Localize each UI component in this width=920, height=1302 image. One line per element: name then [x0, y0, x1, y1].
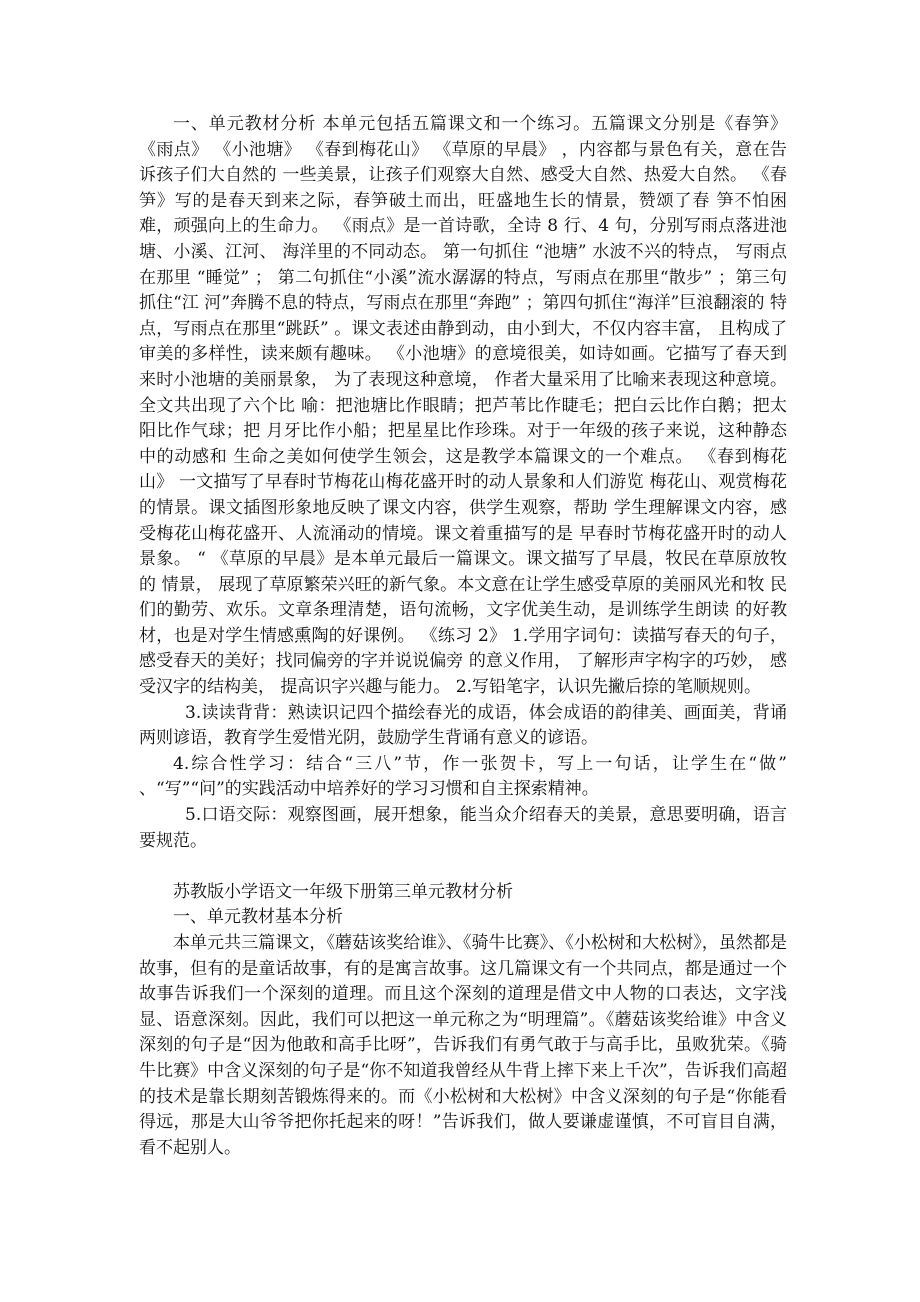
recitation-paragraph: 3.读读背背：熟读识记四个描绘春光的成语，体会成语的韵律美、画面美，背诵 两则谚语，教育学生爱惜光阴，鼓励学生背诵有意义的谚语。	[139, 702, 787, 749]
unit-analysis-paragraph: 一、单元教材分析 本单元包括五篇课文和一个练习。五篇课文分别是《春笋》 《雨点》 《小池塘》 《春到梅花山》 《草原的早晨》 ，内容都与景色有关，意在告诉孩子们大自然的 一些美景，让孩子们观察大自然、感受大自然、热爱大自然。 《春笋》写的是春天到来之际，春笋破土而出，旺盛地生长的情景，赞颂了春 笋不怕困难，顽强向上的生命力。 《雨点》是一首诗歌，全诗 8 行、4 句，分别写雨点落进池塘、小溪、江河、 海洋里的不同动态。 第一句抓住 “池塘” 水波不兴的特点， 写雨点在那里 “睡觉” ； 第二句抓住“小溪”流水潺潺的特点，写雨点在那里“散步” ；第三句抓住“江 河”奔腾不息的特点，写雨点在那里“奔跑” ；第四句抓住“海洋”巨浪翻滚的 特点，写雨点在那里“跳跃” 。课文表述由静到动，由小到大，不仅内容丰富， 且构成了审美的多样性，读来颇有趣味。 《小池塘》的意境很美，如诗如画。它描写了春天到来时小池塘的美丽景象， 为了表现这种意境， 作者大量采用了比喻来表现这种意境。全文共出现了六个比 喻：把池塘比作眼睛；把芦苇比作睫毛；把白云比作白鹅；把太阳比作气球；把 月牙比作小船；把星星比作珍珠。对于一年级的孩子来说，这种静态中的动感和 生命之美如何使学生领会，这是教学本篇课文的一个难点。 《春到梅花山》 一文描写了早春时节梅花山梅花盛开时的动人景象和人们游览 梅花山、观赏梅花的情景。课文插图形象地反映了课文内容，供学生观察，帮助 学生理解课文内容，感受梅花山梅花盛开、人流涌动的情境。课文着重描写的是 早春时节梅花盛开时的动人景象。 “ 《草原的早晨》是本单元最后一篇课文。课文描写了早晨，牧民在草原放牧的 情景， 展现了草原繁荣兴旺的新气象。本文意在让学生感受草原的美丽风光和牧 民们的勤劳、欢乐。文章条理清楚，语句流畅，文字优美生动，是训练学生朗读 的好教材，也是对学生情感熏陶的好课例。 《练习 2》 1.学用字词句：读描写春天的句子，感受春天的美好；找同偏旁的字并说说偏旁 的意义作用， 了解形声字构字的巧妙， 感受汉字的结构美， 提高识字兴趣与能力。 2.写铅笔字，认识先撇后捺的笔顺规则。	[139, 114, 787, 698]
document-page	[139, 112, 787, 1161]
oral-communication-paragraph: 5.口语交际：观察图画，展开想象，能当众介绍春天的美景，意思要明确，语言 要规范。	[139, 805, 787, 851]
comprehensive-study-paragraph: 4.综合性学习：结合“三八”节，作一张贺卡，写上一句话，让学生在“做” 、“写”“问”的实践活动中培养好的学习习惯和自主探索精神。	[139, 753, 787, 800]
section-gap	[139, 854, 787, 880]
unit-three-analysis-paragraph: 本单元共三篇课文，《蘑菇该奖给谁》、《骑牛比赛》、《小松树和大松树》，虽然都是故事，但有的是童话故事，有的是寓言故事。这几篇课文有一个共同点，都是通过一个故事告诉我们一个深刻的道理。而且这个深刻的道理是借文中人物的口表达，文字浅显、语意深刻。因此，我们可以把这一单元称之为“明理篇”。《蘑菇该奖给谁》中含义深刻的句子是“因为他敢和高手比呀”，告诉我们有勇气敢于与高手比，虽败犹荣。《骑牛比赛》中含义深刻的句子是“你不知道我曾经从牛背上摔下来上千次”，告诉我们高超的技术是靠长期刻苦锻炼得来的。而《小松树和大松树》中含义深刻的句子是“你能看得远，那是大山爷爷把你托起来的呀！”告诉我们，做人要谦虚谨慎，不可盲目自满，看不起别人。	[139, 933, 787, 1158]
document-title: 苏教版小学语文一年级下册第三单元教材分析	[173, 881, 513, 902]
section-heading: 一、单元教材基本分析	[173, 907, 343, 928]
